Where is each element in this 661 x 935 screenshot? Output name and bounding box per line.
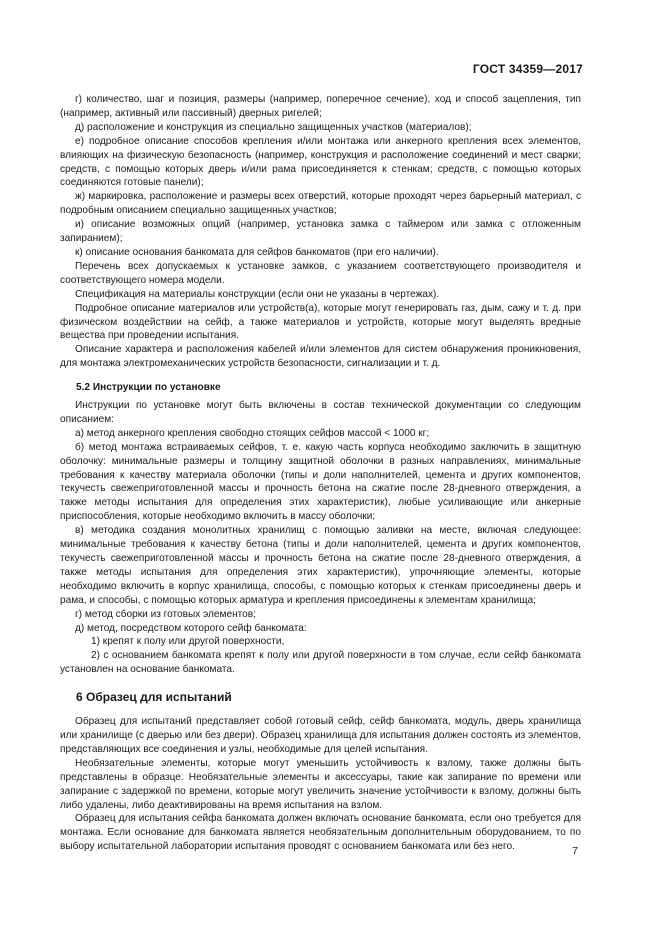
page-body	[60, 93, 581, 854]
document-id-header: ГОСТ 34359—2017	[472, 62, 583, 76]
section-5-2-subitem-1: 1) крепят к полу или другой поверхности,	[91, 636, 285, 648]
list-item-k: к) описание основания банкомата для сейфов банкоматов (при его наличии).	[75, 246, 439, 258]
section-5-2-item-d: д) метод, посредством которого сейф банкомата:	[75, 622, 307, 634]
section-6-paragraph-1: Образец для испытаний представляет собой готовый сейф, сейф банкомата, модуль, дверь хранилища или хранилище (с дверью или без двери). Образец хранилища для испытания должен состоять из элементов, представляющих все соединения и узлы, необходимые для целей испытания.	[60, 716, 581, 755]
paragraph-materials-spec: Спецификация на материалы конструкции (если они не указаны в чертежах).	[75, 288, 440, 300]
list-item-e: е) подробное описание способов крепления и/или монтажа или анкерного крепления всех элементов, влияющих на физическую безопасность (например, конструкция и расположение соединений и мест сварки; средств, с помощью которых дверь и/или рама присоединяется к стенкам; средств, с помощью которых соединяются готовые панели);	[60, 135, 581, 189]
section-6-paragraph-3: Образец для испытания сейфа банкомата должен включать основание банкомата, если оно требуется для монтажа. Если основание для банкомата является необязательным дополнительным оборудованием, то по выбору испытательной лаборатории испытания проводят с основанием банкомата или без него.	[60, 813, 581, 853]
section-5-2-item-g: г) метод сборки из готовых элементов;	[75, 608, 256, 620]
section-5-2-intro: Инструкции по установке могут быть включены в состав технической документации со следующим описанием:	[60, 400, 581, 425]
list-item-i: и) описание возможных опций (например, установка замка с таймером или замка с отложенным запиранием);	[60, 219, 581, 245]
paragraph-materials-description: Подробное описание материалов или устройств(а), которые могут генерировать газ, дым, сажу и т. д. при физическом воздействии на сейф, а также материалов и устройств, которые могут выделять вредные вещества при проведении испытания.	[60, 302, 581, 342]
paragraph-locks-list: Перечень всех допускаемых к установке замков, с указанием соответствующего производителя и соответствующего номера модели.	[60, 260, 581, 286]
section-5-2-item-v: в) методика создания монолитных хранилищ с помощью заливки на месте, включая следующее: минимальные требования к качеству бетона (типы и доли наполнителей, цемента и других компонентов, текучесть свежеприготовленной массы и прочность бетона на сжатие после 28-дневного отверждения, а также методы испытания для определения этих характеристик), упрочняющие элементы, которые необходимо включить в корпус хранилища, способы, с помощью которых к стенкам присоединены дверь и рама, и способы, с помощью которых арматура и крепления присоединены к элементам хранилища;	[60, 525, 581, 606]
section-6-paragraph-2: Необязательные элементы, которые могут уменьшить устойчивость к взлому, также должны быть представлены в образце. Необязательные элементы и аксессуары, такие как запирание по времени или запирание с задержкой по времени, которые могут увеличить значение устойчивости к взлому, должны быть либо удалены, либо деактивированы на время испытания на взлом.	[60, 757, 581, 811]
section-5-2-subitem-2: 2) с основанием банкомата крепят к полу или другой поверхности в том случае, если сейф банкомата установлен на основание банкомата.	[60, 650, 581, 676]
section-heading-6: 6 Образец для испытаний	[76, 690, 232, 705]
list-item-g: г) количество, шаг и позиция, размеры (например, поперечное сечение), ход и способ зацепления, тип (например, активный или пассивный) дверных ригелей;	[60, 94, 581, 119]
list-item-zh: ж) маркировка, расположение и размеры всех отверстий, которые проходят через барьерный материал, с подробным описанием специально защищенных участков;	[60, 191, 581, 217]
list-item-d: д) расположение и конструкция из специально защищенных участков (материалов);	[75, 121, 472, 133]
section-5-2-item-b: б) метод монтажа встраиваемых сейфов, т. е. какую часть корпуса необходимо заключить в защитную оболочку: минимальные размеры и толщину защитной оболочки в разных направлениях, минимальные требования к качеству материала оболочки (типы и доли наполнителей, цемента и других компонентов, текучесть свежеприготовленной массы и прочность бетона на сжатие после 28-дневного отверждения, а также методы испытания для определения этих характеристик), любые усиливающие или анкерные приспособления, которые необходимо включить в массу оболочки;	[60, 441, 581, 523]
paragraph-cables-description: Описание характера и расположения кабелей и/или элементов для систем обнаружения проникновения, для монтажа электромеханических устройств безопасности, сигнализации и т. д.	[60, 344, 581, 370]
page-number: 7	[572, 845, 578, 857]
section-5-2-item-a: а) метод анкерного крепления свободно стоящих сейфов массой < 1000 кг;	[75, 427, 430, 439]
section-heading-5-2: 5.2 Инструкции по установке	[76, 382, 221, 394]
